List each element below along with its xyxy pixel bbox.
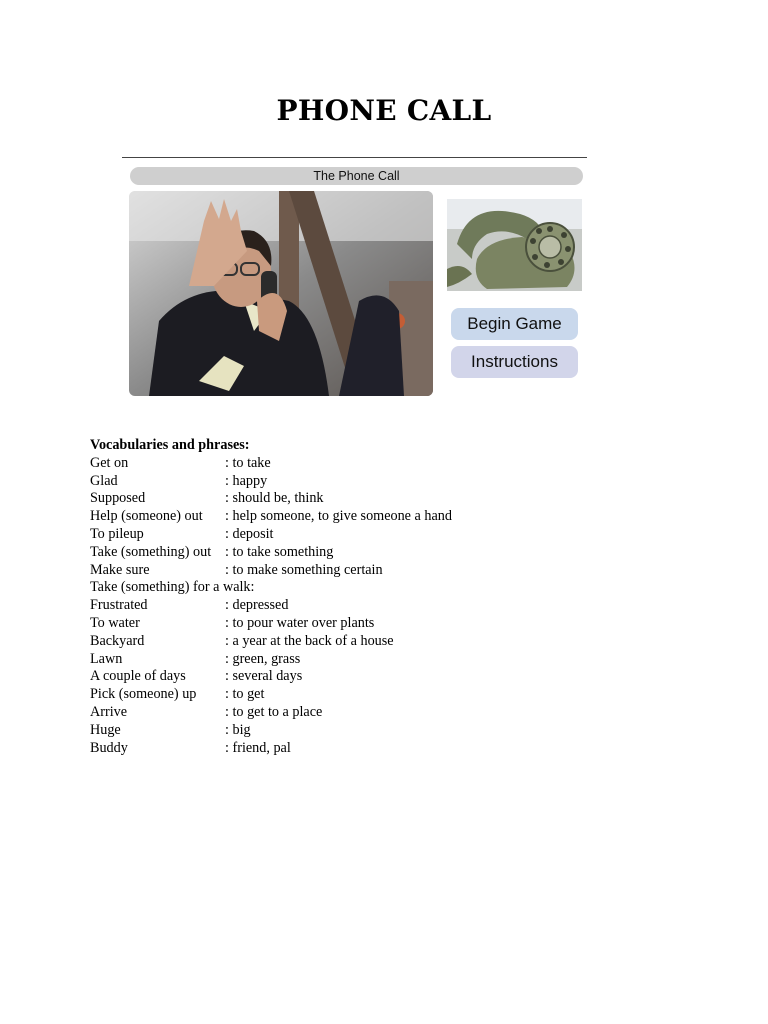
vocab-definition: : several days — [225, 668, 303, 685]
vocab-row — [90, 454, 271, 473]
vocab-definition: : happy — [225, 472, 268, 489]
vocab-term: Backyard — [90, 632, 145, 649]
vocab-term: Frustrated — [90, 597, 148, 614]
vocab-row — [90, 543, 334, 562]
vocab-term: Get on — [90, 454, 129, 471]
vocab-term: Lawn — [90, 650, 123, 667]
vocab-term: A couple of days — [90, 668, 186, 685]
vocab-definition: : to make something certain — [225, 561, 383, 578]
vocabulary-list — [90, 454, 452, 758]
vocab-term: Help (someone) out — [90, 508, 203, 525]
vocab-definition: : green, grass — [225, 650, 301, 667]
rotary-phone-photo — [447, 199, 582, 291]
vocab-definition: : to take — [225, 454, 271, 471]
vocab-term: Take (something) for a walk: — [90, 579, 255, 596]
vocab-definition: : to take something — [225, 543, 334, 560]
vocabulary-section — [90, 437, 452, 757]
panel-header: The Phone Call — [130, 167, 583, 185]
vocab-row — [90, 722, 250, 740]
vocab-definition: : big — [225, 721, 251, 738]
vocab-row — [90, 739, 291, 758]
vocab-term: Take (something) out — [90, 543, 212, 560]
page-title: PHONE CALL — [276, 94, 492, 127]
vocab-definition: : deposit — [225, 525, 274, 542]
vocab-term: To pileup — [90, 525, 144, 542]
vocab-row — [90, 508, 452, 526]
vocab-definition: : should be, think — [225, 490, 324, 507]
vocab-term: Arrive — [90, 703, 128, 720]
man-on-phone-photo — [129, 191, 433, 396]
vocab-row — [90, 614, 375, 633]
vocab-row — [90, 597, 289, 615]
vocab-term: Make sure — [90, 561, 150, 578]
vocab-term: To water — [90, 614, 140, 631]
vocab-row — [90, 525, 274, 544]
begin-game-button[interactable]: Begin Game — [451, 308, 578, 340]
vocab-row — [90, 490, 324, 508]
vocab-term: Supposed — [90, 490, 146, 507]
instructions-button[interactable]: Instructions — [451, 346, 578, 378]
vocab-row — [90, 686, 265, 704]
vocab-row — [90, 668, 303, 686]
vocab-row — [90, 579, 255, 597]
vocab-definition: : a year at the back of a house — [225, 632, 394, 649]
vocab-term: Pick (someone) up — [90, 686, 197, 703]
vocab-term: Buddy — [90, 739, 128, 756]
vocab-row — [90, 472, 268, 491]
vocab-row — [90, 650, 301, 669]
vocab-definition: : to get — [225, 686, 265, 703]
vocabulary-heading: Vocabularies and phrases: — [90, 437, 250, 453]
vocab-row — [90, 632, 394, 651]
vocab-row — [90, 561, 383, 580]
title-divider — [122, 157, 587, 158]
vocab-definition: : to get to a place — [225, 703, 323, 720]
vocab-definition: : to pour water over plants — [225, 614, 375, 631]
vocab-row — [90, 703, 323, 722]
vocab-definition: : depressed — [225, 597, 289, 614]
vocab-definition: : help someone, to give someone a hand — [225, 508, 452, 525]
vocab-term: Glad — [90, 472, 118, 489]
vocab-definition: : friend, pal — [225, 739, 291, 756]
vocab-term: Huge — [90, 721, 121, 738]
